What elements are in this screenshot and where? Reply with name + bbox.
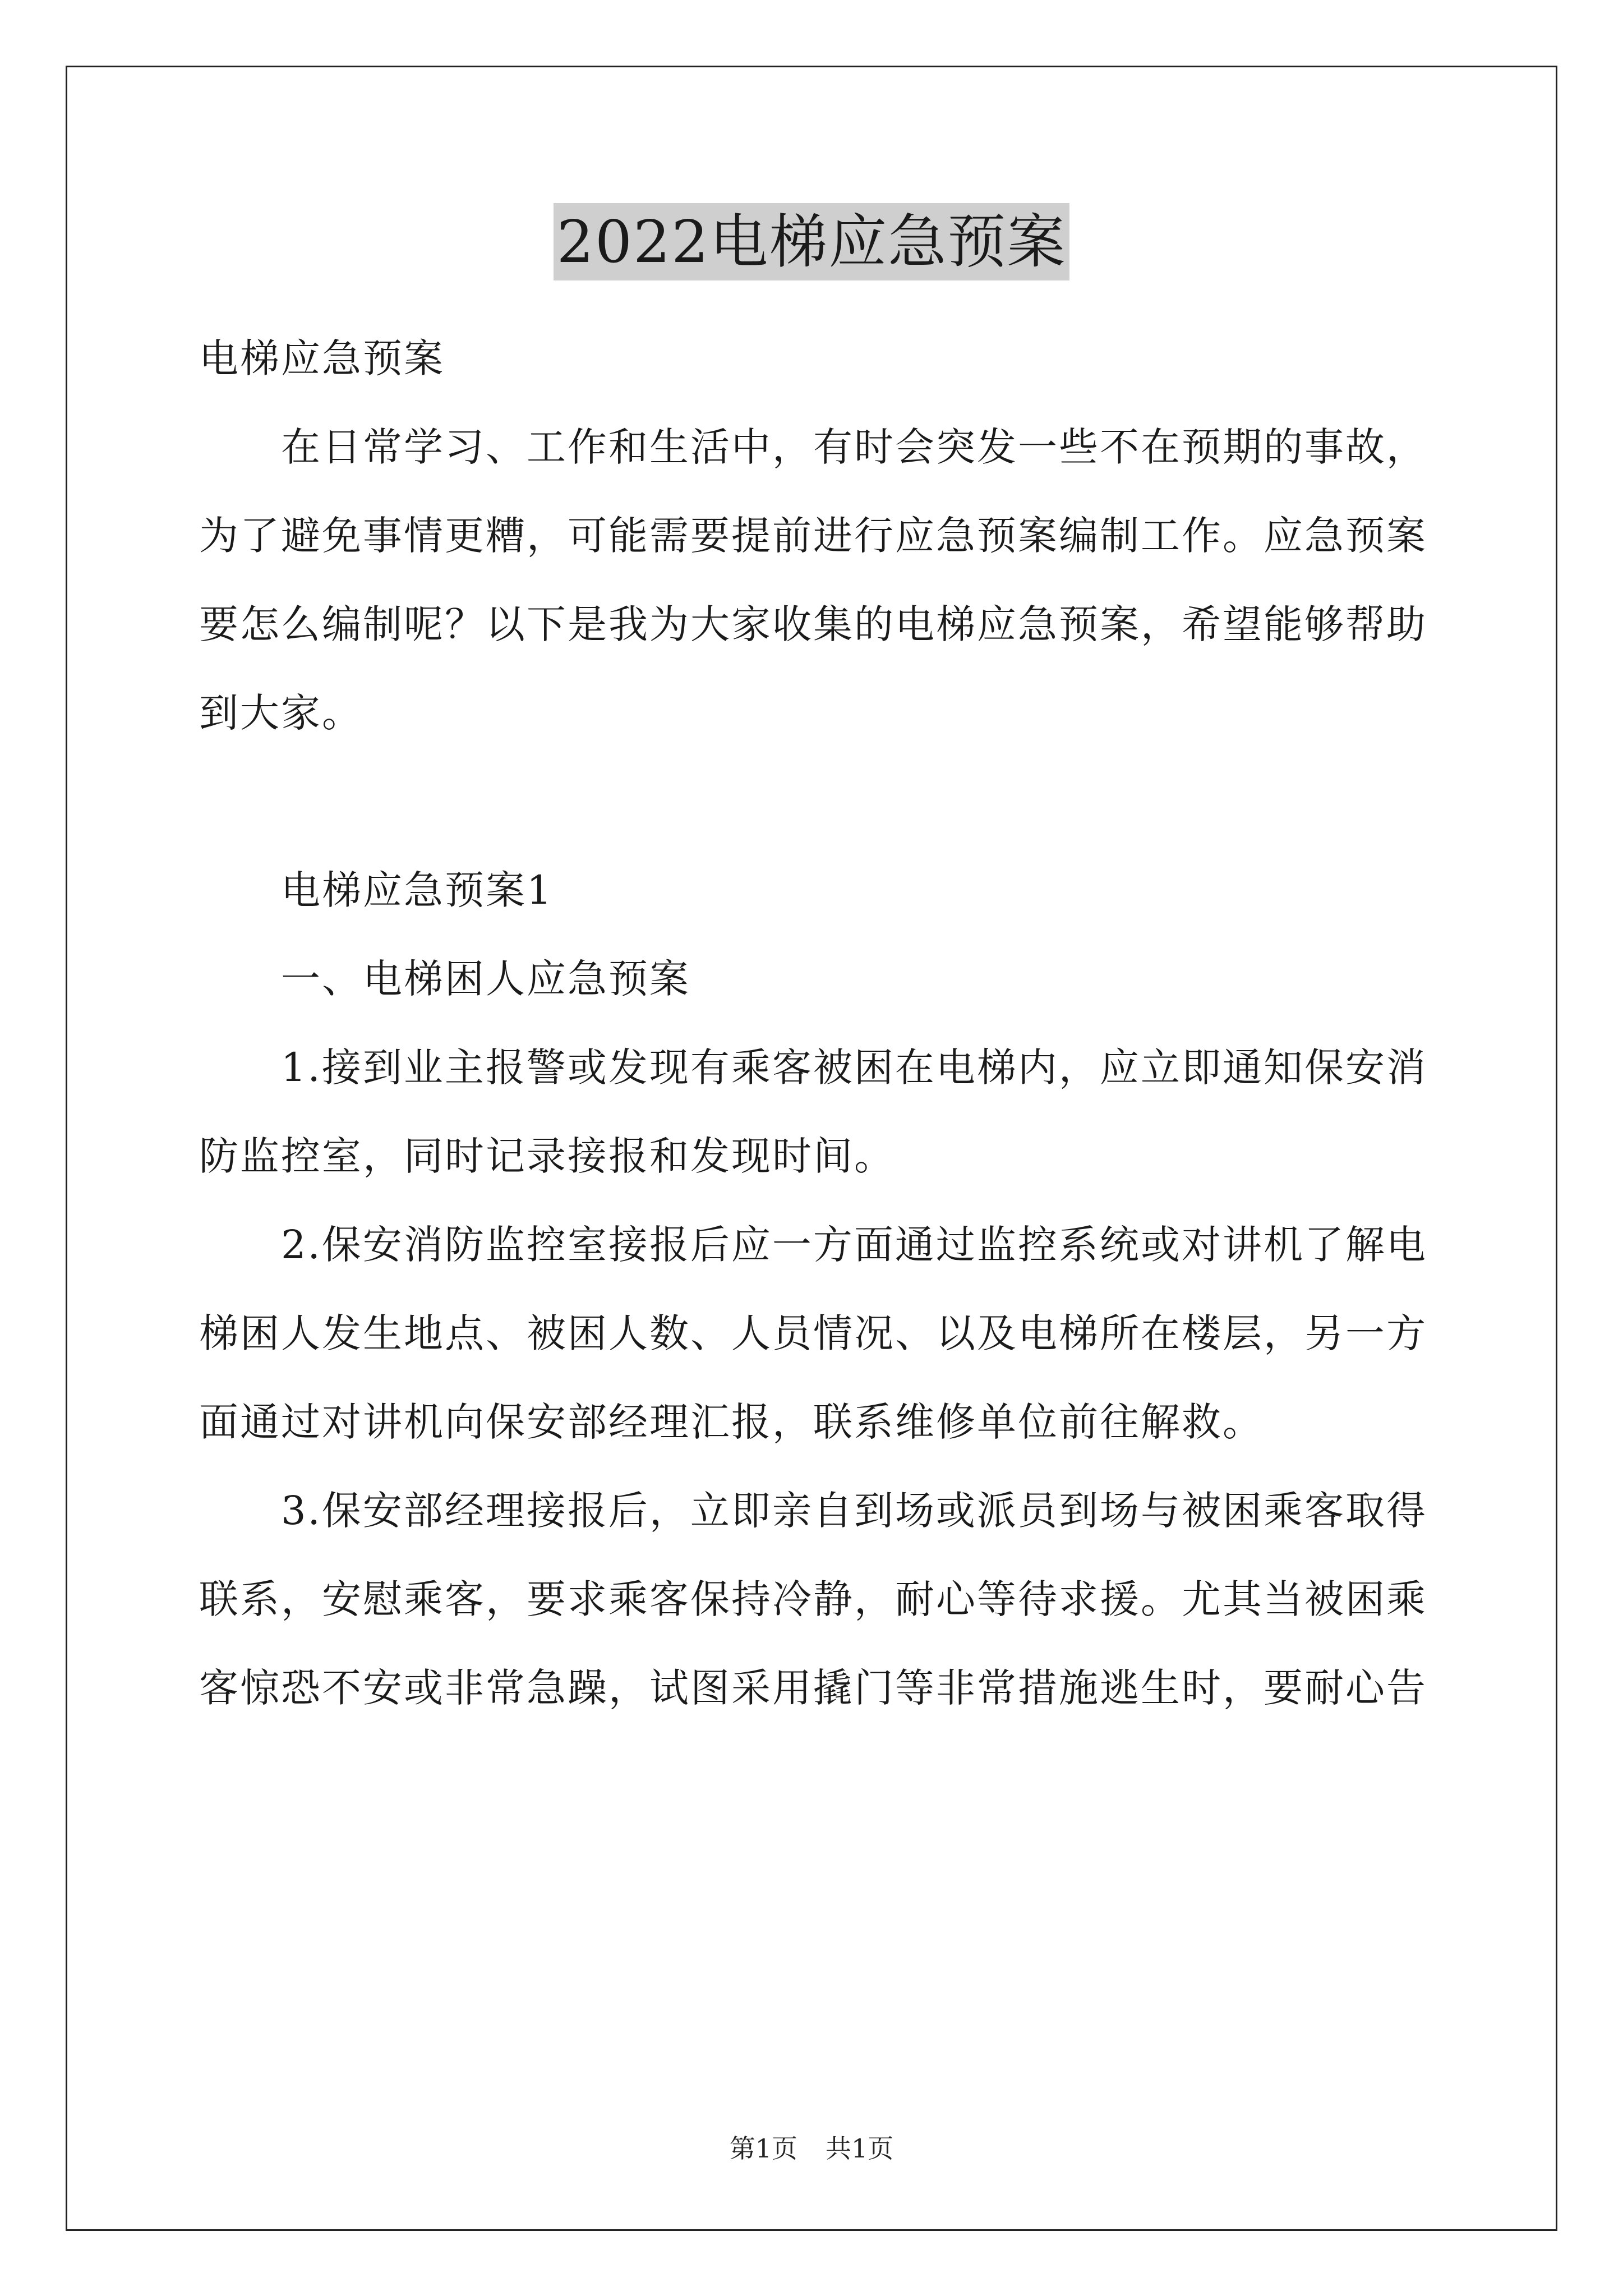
page-number: 第1页: [729, 2133, 797, 2164]
document-title: 2022电梯应急预案: [554, 203, 1070, 280]
title-container: [0, 203, 1623, 280]
section-heading: 电梯应急预案1: [281, 867, 554, 913]
subsection-heading: 一、电梯困人应急预案: [281, 956, 690, 1002]
list-item: 1.接到业主报警或发现有乘客被困在电梯内，应立即通知保安消防监控室，同时记录接报和发现时间。: [199, 1045, 1427, 1179]
document-body: [199, 314, 1427, 1732]
list-item: 2.保安消防监控室接报后应一方面通过监控系统或对讲机了解电梯困人发生地点、被困人数、人员情况、以及电梯所在楼层，另一方面通过对讲机向保安部经理汇报，联系维修单位前往解救。: [199, 1222, 1427, 1445]
page-total: 共1页: [826, 2133, 894, 2164]
list-item: 3.保安部经理接报后，立即亲自到场或派员到场与被困乘客取得联系，安慰乘客，要求乘客保持冷静，耐心等待求援。尤其当被困乘客惊恐不安或非常急躁，试图采用撬门等非常措施逃生时，要耐心告: [199, 1488, 1427, 1711]
intro-paragraph: 在日常学习、工作和生活中，有时会突发一些不在预期的事故，为了避免事情更糟，可能需要提前进行应急预案编制工作。应急预案要怎么编制呢？以下是我为大家收集的电梯应急预案，希望能够帮助到大家。: [199, 424, 1427, 736]
page-footer: [0, 2132, 1623, 2165]
document-subtitle: 电梯应急预案: [199, 335, 445, 381]
